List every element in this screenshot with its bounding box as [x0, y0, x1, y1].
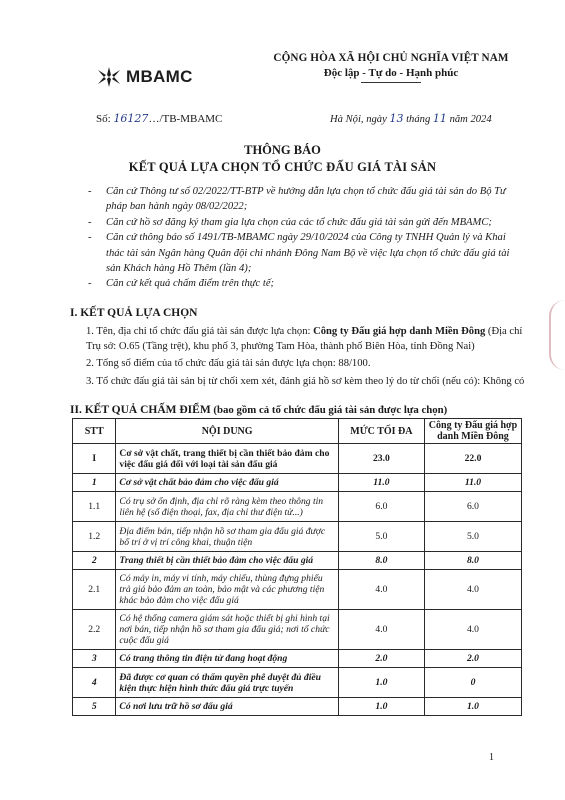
- table-row: [73, 650, 522, 668]
- score-table: [72, 418, 522, 716]
- table-row: [73, 570, 522, 610]
- row-max-score: 4.0: [338, 570, 424, 610]
- row-max-score: 5.0: [338, 522, 424, 552]
- mbamc-logo-icon: [96, 66, 122, 88]
- logo-text: MBAMC: [126, 67, 193, 86]
- legal-basis-item: - Căn cứ Thông tư số 02/2022/TT-BTP về hướng dẫn lựa chọn tổ chức đấu giá tài sản do Bộ Tư pháp ban hành ngày 08/02/2022;: [88, 186, 506, 213]
- row-org-score: 1.0: [424, 698, 521, 716]
- row-content: Cơ sở vật chất bảo đảm cho việc đấu giá: [116, 474, 338, 492]
- row-max-score: 6.0: [338, 492, 424, 522]
- motto-underline: [361, 82, 421, 83]
- row-org-score: 8.0: [424, 552, 521, 570]
- row-org-score: 6.0: [424, 492, 521, 522]
- table-row: [73, 522, 522, 552]
- legal-bases: [88, 184, 518, 292]
- row-max-score: 4.0: [338, 610, 424, 650]
- row-stt: I: [73, 444, 116, 474]
- row-content: Có hệ thống camera giám sát hoặc thiết bị ghi hình tại nơi bán, tiếp nhận hồ sơ tham gia đấu giá; nơi tổ chức cuộc đấu giá: [116, 610, 338, 650]
- row-org-score: 4.0: [424, 570, 521, 610]
- notice-title: THÔNG BÁO: [244, 143, 321, 157]
- row-org-score: 22.0: [424, 444, 521, 474]
- date-day: 13: [389, 112, 404, 125]
- row-stt: 2.2: [73, 610, 116, 650]
- row-org-score: 4.0: [424, 610, 521, 650]
- selected-org-name: Công ty Đấu giá hợp danh Miền Đông: [313, 326, 486, 337]
- row-max-score: 1.0: [338, 668, 424, 698]
- row-content: Có nơi lưu trữ hồ sơ đấu giá: [116, 698, 338, 716]
- total-score-paragraph: 2. Tổng số điểm của tổ chức đấu giá tài sản được lựa chọn: 88/100.: [86, 358, 371, 369]
- legal-basis-item: - Căn cứ hồ sơ đăng ký tham gia lựa chọn của các tổ chức đấu giá tài sản gửi đến MBAMC;: [88, 216, 492, 228]
- table-row: [73, 444, 522, 474]
- company-logo: [96, 66, 193, 88]
- table-row: [73, 474, 522, 492]
- row-stt: 1.1: [73, 492, 116, 522]
- seal-edge-mark: [549, 300, 565, 370]
- row-stt: 1.2: [73, 522, 116, 552]
- row-stt: 3: [73, 650, 116, 668]
- table-row: [73, 492, 522, 522]
- date-month: 11: [432, 112, 447, 125]
- table-row: [73, 552, 522, 570]
- row-org-score: 2.0: [424, 650, 521, 668]
- ref-suffix: …/TB-MBAMC: [148, 113, 223, 125]
- date-prefix: Hà Nội, ngày: [330, 114, 387, 125]
- row-content: Có máy in, máy vi tính, máy chiếu, thùng đựng phiếu trả giá bảo đảm an toàn, bảo mật và các phương tiện khác bảo đảm cho việc đấu giá: [116, 570, 338, 610]
- document-date: [330, 112, 492, 125]
- row-content: Cơ sở vật chất, trang thiết bị cần thiết bảo đảm cho việc đấu giá đối với loại tài sản đấu giá: [116, 444, 338, 474]
- row-content: Địa điểm bán, tiếp nhận hồ sơ tham gia đấu giá được bố trí ở vị trí công khai, thuận tiện: [116, 522, 338, 552]
- row-max-score: 11.0: [338, 474, 424, 492]
- section-2-heading: II. KẾT QUẢ CHẤM ĐIỂM (bao gồm cả tổ chức đấu giá tài sản được lựa chọn): [70, 404, 448, 416]
- row-content: Có trụ sở ổn định, địa chỉ rõ ràng kèm theo thông tin liên hệ (số điện thoại, fax, địa chỉ thư điện tử...): [116, 492, 338, 522]
- ref-number: 16127: [113, 112, 149, 125]
- row-content: Trang thiết bị cần thiết bảo đảm cho việc đấu giá: [116, 552, 338, 570]
- row-max-score: 23.0: [338, 444, 424, 474]
- header-content: NỘI DUNG: [116, 419, 338, 444]
- ref-prefix: Số:: [96, 113, 111, 125]
- row-content: Có trang thông tin điện tử đang hoạt động: [116, 650, 338, 668]
- header-max: MỨC TỐI ĐA: [338, 419, 424, 444]
- date-suffix: năm 2024: [449, 114, 492, 125]
- row-org-score: 5.0: [424, 522, 521, 552]
- row-stt: 2.1: [73, 570, 116, 610]
- legal-basis-item: - Căn cứ kết quả chấm điểm trên thực tế;: [88, 278, 275, 290]
- table-row: [73, 610, 522, 650]
- score-table-header: [73, 419, 522, 444]
- legal-basis-item: - Căn cứ thông báo số 1491/TB-MBAMC ngày 29/10/2024 của Công ty TNHH Quản lý và Khai thác tài sản Ngân hàng Quân đội chi nhánh Đông Nam Bộ về việc lựa chọn tổ chức đấu giá tài sản Khách hàng Hồ Thêm (lần 4);: [88, 232, 510, 275]
- row-max-score: 8.0: [338, 552, 424, 570]
- section-1-heading: I. KẾT QUẢ LỰA CHỌN: [70, 307, 198, 319]
- national-motto: [258, 52, 524, 83]
- row-content: Đã được cơ quan có thẩm quyền phê duyệt đủ điều kiện thực hiện hình thức đấu giá trực tuyến: [116, 668, 338, 698]
- notice-subtitle: KẾT QUẢ LỰA CHỌN TỔ CHỨC ĐẤU GIÁ TÀI SẢN: [128, 160, 437, 174]
- document-reference: [96, 112, 222, 125]
- row-org-score: 0: [424, 668, 521, 698]
- row-stt: 4: [73, 668, 116, 698]
- row-stt: 2: [73, 552, 116, 570]
- row-max-score: 2.0: [338, 650, 424, 668]
- table-row: [73, 668, 522, 698]
- header-stt: STT: [73, 419, 116, 444]
- score-table-body: [73, 444, 522, 716]
- date-mid: tháng: [406, 114, 431, 125]
- motto: Độc lập - Tự do - Hạnh phúc: [323, 67, 459, 79]
- country-name: CỘNG HÒA XÃ HỘI CHỦ NGHĨA VIỆT NAM: [273, 52, 509, 64]
- row-stt: 5: [73, 698, 116, 716]
- row-stt: 1: [73, 474, 116, 492]
- selected-org-paragraph: 1. Tên, địa chỉ tổ chức đấu giá tài sản được lựa chọn: Công ty Đấu giá hợp danh Miền Đông (Địa chỉ Trụ sở: O.65 (Tầng trệt), khu phố 3, phường Tam Hòa, thành phố Biên Hòa, tỉnh Đồng Nai): [86, 326, 523, 353]
- row-org-score: 11.0: [424, 474, 521, 492]
- header-org: Công ty Đấu giá hợp danh Miền Đông: [424, 419, 521, 444]
- table-row: [73, 698, 522, 716]
- rejected-org-paragraph: 3. Tổ chức đấu giá tài sản bị từ chối xem xét, đánh giá hồ sơ kèm theo lý do từ chối (nếu có): Không có: [86, 376, 525, 387]
- row-max-score: 1.0: [338, 698, 424, 716]
- page-number: 1: [489, 752, 494, 763]
